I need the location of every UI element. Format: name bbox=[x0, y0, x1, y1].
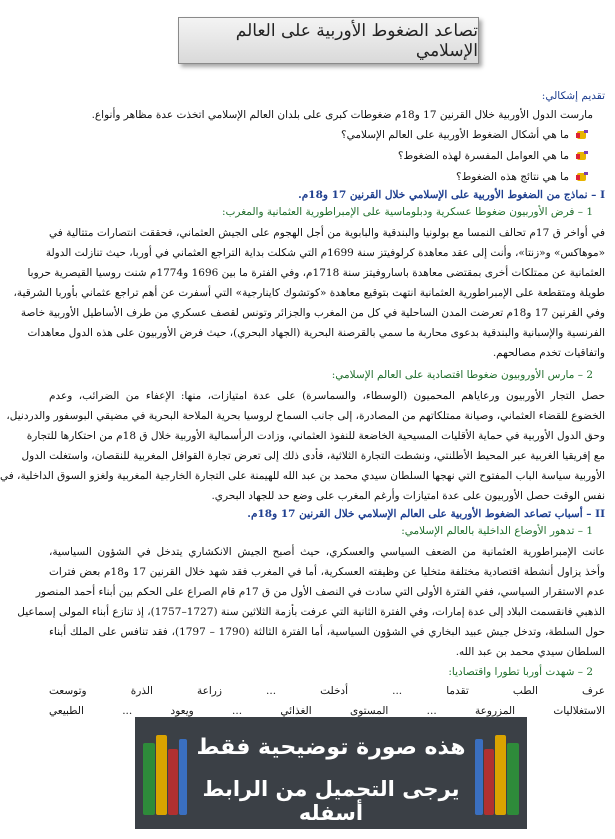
paragraph-line: نفس الوقت حصل الأوربيون على عدة امتيازات وأرغم المغرب على وضع حد للجهاد البحري. bbox=[211, 490, 605, 502]
paragraph-line: العثمانية عن ممتلكات أخرى بمقتضى معاهدة باساروفيتز سنة 1718م، وفي الفترة ما بين 1696 و1774م شنت روسيا القيصرية حروبا bbox=[27, 267, 605, 279]
paragraph-line: وفي القرنين 17 و18م تعرضت المدن الساحلية في كل من المغرب والجزائر وتونس لقصف عسكري من طرف الأساطيل الأوربية خاصة bbox=[20, 307, 605, 319]
section-1-heading: I – نماذج من الضغوط الأوربية على الإسلامي خلال القرنين 17 و18م. bbox=[298, 189, 605, 201]
section-2-sub-1-heading: 1 – تدهور الأوضاع الداخلية بالعالم الإسلامي: bbox=[401, 525, 593, 537]
question-item bbox=[49, 166, 605, 187]
pointing-hand-icon bbox=[575, 128, 589, 142]
pointing-hand-icon bbox=[575, 149, 589, 163]
question-item bbox=[49, 124, 605, 145]
question-text: ما هي العوامل المفسرة لهذه الضغوط؟ bbox=[397, 149, 569, 162]
page-title-text: تصاعد الضغوط الأوربية على العالم الإسلامي bbox=[235, 20, 478, 61]
paragraph-line: عانت الإمبراطورية العثمانية من الضعف السياسي والعسكري، حيث أصبح الجيش الانكشاري يتدخل في الشؤون السياسية، bbox=[49, 546, 605, 558]
paragraph-line: عدم الاستقرار السياسي، ففي الفترة الأولى التي سادت في النصف الأول من ق 17م قام الصراع على الحكم بين أبناء أحمد المنصور bbox=[35, 586, 605, 598]
books-icon bbox=[475, 731, 519, 815]
pointing-hand-icon bbox=[575, 170, 589, 184]
paragraph-line: وحق الدول الأوربية في حماية الأقليات المسيحية الخاضعة للنفوذ العثماني، وزادت الرأسمالية الأوربية خلال ق 18م من احتكارها للتجارة bbox=[26, 430, 605, 442]
paragraph-line: الأوربية سياسة الباب المفتوح التي نهجها السلطان سيدي محمد بن عبد الله للهيمنة على التجارة الخارجية المغربية ولغزو السوق الداخلية، في bbox=[0, 470, 605, 482]
section-2-heading: II – أسباب تصاعد الضغوط الأوربية على العالم الإسلامي خلال القرنين 17 و18م. bbox=[247, 508, 605, 520]
paragraph-line: حصل التجار الأوربيون ورعاياهم المحميون (الوسطاء، والسماسرة) على عدة امتيازات، منها: الإعفاء من الضرائب، وعدم bbox=[49, 390, 605, 402]
section-2-sub-2-heading: 2 – شهدت أوربا تطورا واقتصاديا: bbox=[448, 666, 593, 678]
books-icon bbox=[143, 731, 187, 815]
paragraph-line: وأخذ يزاول أنشطة اقتصادية مختلفة متخليا عن وظيفته العسكرية، أما في المغرب فقد شهد خلال القرنين 17 و18م بعض فترات bbox=[49, 566, 605, 578]
paragraph-line: الذهبي فانقسمت البلاد إلى عدة إمارات، وفي الفترة الثانية التي عرفت بأزمة الثلاثين سنة (1727–1757)، إذ تنازع أبناء المولى إسماعيل bbox=[17, 606, 605, 618]
paragraph-line: الفرنسية والإسبانية والبندقية بدعوى محاربة ما سمي بالقرصنة البحرية (الجهاد البحري)، حيث فرض الأوربيون على هذه الدول معاهدات bbox=[27, 327, 605, 339]
watermark-line-2: يرجى التحميل من الرابط أسفله bbox=[202, 777, 460, 825]
document-body bbox=[0, 88, 605, 721]
paragraph-line: الخضوع للقضاء العثماني، وصيانة ممتلكاتهم من المصادرة، إلى جانب السماح لروسيا بحرية الملاحة البحرية في مضيقي البوسفور والدردنيل، bbox=[6, 410, 605, 422]
page-title bbox=[178, 17, 479, 64]
paragraph-line: واتفاقيات تخدم مصالحهم. bbox=[492, 347, 605, 359]
question-item bbox=[49, 145, 605, 166]
section-1-sub-1-heading: 1 – فرض الأوربيون ضغوطا عسكرية ودبلوماسية على الإمبراطورية العثمانية والمغرب: bbox=[221, 206, 593, 218]
paragraph-line: السلطان سيدي محمد بن عبد الله. bbox=[455, 646, 605, 658]
intro-text: مارست الدول الأوربية خلال القرنين 17 و18م ضغوطات كبرى على بلدان العالم الإسلامي اتخذت عدة مظاهر وأنواع. bbox=[91, 109, 593, 121]
intro-heading: تقديم إشكالي: bbox=[541, 90, 605, 102]
paragraph-line: حول السلطة، وتدخل جيش عبيد البخاري في الشؤون السياسية، أما الفترة الثالثة (1790 – 1797)، فقد تنافس على الملك أبناء bbox=[49, 626, 605, 638]
paragraph-line: مع إفريقيا الغربية عبر المحيط الأطلنتي، ونشطت التجارة الثلاثية، فأدى ذلك إلى تعرض تجارة القوافل المغربية للنقصان، واستغلت الدول bbox=[21, 450, 605, 462]
question-text: ما هي أشكال الضغوط الأوربية على العالم الإسلامي؟ bbox=[341, 128, 569, 141]
paragraph-line: في أواخر ق 17م تحالف النمسا مع بولونيا والبندقية والبابوية من أجل الهجوم على الجيش العثماني، فحققت انتصارات متتالية في bbox=[49, 227, 605, 239]
paragraph-line: عرف الطب تقدما ... أدخلت ... زراعة الذرة وتوسعت bbox=[49, 685, 605, 697]
paragraph-line: «موهاكس» و«زنتا»، وأنت إلى عقد معاهدة كرلوفيتز سنة 1699م التي شكلت بداية التراجع العثماني في أوربا، حيث تنازلت الدولة bbox=[45, 247, 605, 259]
preview-watermark-banner bbox=[135, 717, 527, 829]
question-text: ما هي نتائج هذه الضغوط؟ bbox=[456, 170, 569, 183]
section-1-sub-2-heading: 2 – مارس الأوروبيون ضغوطا اقتصادية على العالم الإسلامي: bbox=[331, 369, 593, 381]
watermark-line-1: هذه صورة توضيحية فقط bbox=[196, 735, 466, 760]
paragraph-line: طويلة ومتقطعة على الإمبراطورية العثمانية انتهت بتوقيع معاهدة «كوتشوك كاينارجية» التي أسفرت عن أهم تراجع عثماني بأوربا الشرقية، bbox=[13, 287, 605, 299]
paragraph-line: الاستغلاليات المزروعة ... المستوى الغذائي ... ويعود ... الطبيعي bbox=[49, 705, 605, 717]
